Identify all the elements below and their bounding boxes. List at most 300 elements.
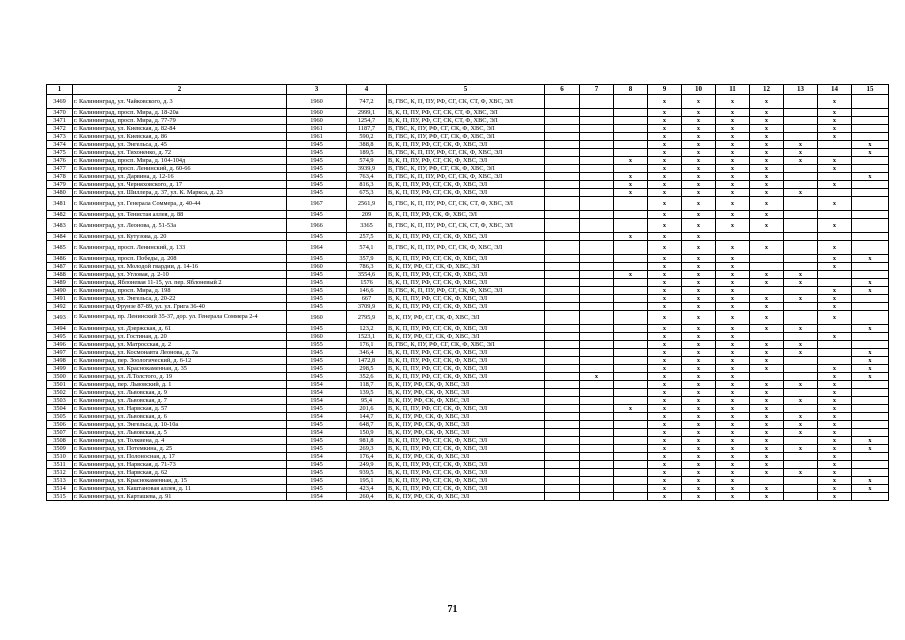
mark-cell xyxy=(614,477,648,485)
area-cell: 786,3 xyxy=(347,263,387,271)
area-cell: 189,5 xyxy=(347,149,387,157)
mark-cell xyxy=(614,485,648,493)
mark-cell xyxy=(852,165,889,173)
mark-cell: x xyxy=(818,437,852,445)
mark-cell xyxy=(818,271,852,279)
mark-cell: x xyxy=(682,141,716,149)
area-cell: 3709,9 xyxy=(347,303,387,311)
mark-cell: x xyxy=(682,381,716,389)
mark-cell xyxy=(614,381,648,389)
column-header: 2 xyxy=(73,85,287,95)
row-id-cell: 3503 xyxy=(47,397,73,405)
mark-cell: x xyxy=(682,279,716,287)
mark-cell: x xyxy=(818,219,852,233)
mark-cell xyxy=(852,117,889,125)
row-id-cell: 3510 xyxy=(47,453,73,461)
address-cell: г. Калининград, просп. Ленинский, д. 60-66 xyxy=(73,165,287,173)
address-cell: г. Калининград, ул. Молодой гвардии, д. 14-16 xyxy=(73,263,287,271)
mark-cell: x xyxy=(648,255,682,263)
year-cell: 1960 xyxy=(287,263,347,271)
mark-cell xyxy=(545,311,580,325)
mark-cell: x xyxy=(716,485,750,493)
mark-cell xyxy=(784,485,818,493)
area-cell: 1576 xyxy=(347,279,387,287)
mark-cell xyxy=(545,349,580,357)
mark-cell xyxy=(818,149,852,157)
mark-cell xyxy=(784,255,818,263)
row-id-cell: 3515 xyxy=(47,493,73,501)
year-cell: 1954 xyxy=(287,381,347,389)
year-cell: 1945 xyxy=(287,211,347,219)
mark-cell: x xyxy=(750,311,784,325)
mark-cell: x xyxy=(852,357,889,365)
mark-cell: x xyxy=(716,429,750,437)
mark-cell: x xyxy=(750,357,784,365)
address-cell: г. Калининград, ул. Толкиена, д. 4 xyxy=(73,437,287,445)
mark-cell xyxy=(716,233,750,241)
row-id-cell: 3476 xyxy=(47,157,73,165)
mark-cell xyxy=(614,493,648,501)
mark-cell: x xyxy=(818,493,852,501)
mark-cell: x xyxy=(852,373,889,381)
row-id-cell: 3477 xyxy=(47,165,73,173)
mark-cell: x xyxy=(682,117,716,125)
mark-cell: x xyxy=(852,173,889,181)
mark-cell xyxy=(852,181,889,189)
mark-cell xyxy=(852,197,889,211)
mark-cell xyxy=(852,109,889,117)
table-row xyxy=(47,493,889,501)
mark-cell: x xyxy=(818,109,852,117)
year-cell: 1945 xyxy=(287,485,347,493)
mark-cell xyxy=(852,461,889,469)
mark-cell xyxy=(545,333,580,341)
row-id-cell: 3472 xyxy=(47,125,73,133)
area-cell: 747,2 xyxy=(347,95,387,109)
mark-cell xyxy=(614,149,648,157)
mark-cell xyxy=(545,295,580,303)
area-cell: 298,5 xyxy=(347,365,387,373)
table-row xyxy=(47,437,889,445)
address-cell: г. Калининград, ул. Львовская, д. 7 xyxy=(73,397,287,405)
mark-cell xyxy=(784,389,818,397)
mark-cell: x xyxy=(750,241,784,255)
mark-cell: x xyxy=(750,429,784,437)
mark-cell: x xyxy=(716,357,750,365)
mark-cell xyxy=(818,189,852,197)
services-cell: В, ГВС, К, ПУ, РФ, СГ, СК, Ф, ХВС, ЭЛ xyxy=(387,341,545,349)
mark-cell: x xyxy=(716,117,750,125)
mark-cell: x xyxy=(648,95,682,109)
mark-cell: x xyxy=(648,181,682,189)
mark-cell: x xyxy=(818,477,852,485)
mark-cell: x xyxy=(716,109,750,117)
row-id-cell: 3501 xyxy=(47,381,73,389)
services-cell: В, К, П, ПУ, РФ, СГ, СК, Ф, ХВС, ЭЛ xyxy=(387,477,545,485)
area-cell: 3554,6 xyxy=(347,271,387,279)
mark-cell xyxy=(580,219,614,233)
mark-cell xyxy=(545,211,580,219)
mark-cell: x xyxy=(682,219,716,233)
services-cell: В, ГВС, К, ПУ, РФ, СГ, СК, Ф, ХВС, ЭЛ xyxy=(387,165,545,173)
row-id-cell: 3471 xyxy=(47,117,73,125)
mark-cell: x xyxy=(648,173,682,181)
mark-cell: x xyxy=(648,197,682,211)
services-cell: В, К, П, ПУ, РФ, СГ, СК, СТ, Ф, ХВС, ЭЛ xyxy=(387,117,545,125)
services-cell: В, ГВС, К, П, ПУ, РФ, СГ, СК, СТ, Ф, ХВС, ЭЛ xyxy=(387,219,545,233)
mark-cell: x xyxy=(750,271,784,279)
mark-cell: x xyxy=(750,279,784,287)
mark-cell xyxy=(784,333,818,341)
mark-cell xyxy=(614,437,648,445)
mark-cell: x xyxy=(852,477,889,485)
mark-cell: x xyxy=(716,311,750,325)
address-cell: г. Калининград, ул. Нарвская, д. 71-73 xyxy=(73,461,287,469)
mark-cell: x xyxy=(852,255,889,263)
mark-cell: x xyxy=(648,413,682,421)
mark-cell: x xyxy=(818,413,852,421)
services-cell: В, К, П, ПУ, РФ, СГ, СК, Ф, ХВС, ЭЛ xyxy=(387,365,545,373)
mark-cell xyxy=(580,485,614,493)
table-row xyxy=(47,357,889,365)
mark-cell: x xyxy=(614,181,648,189)
mark-cell: x xyxy=(648,117,682,125)
mark-cell xyxy=(852,241,889,255)
address-cell: г. Калининград, ул. Львовская, д. 9 xyxy=(73,389,287,397)
address-cell: г. Калининград, пер. Львовский, д. 1 xyxy=(73,381,287,389)
mark-cell: x xyxy=(716,95,750,109)
mark-cell xyxy=(580,279,614,287)
row-id-cell: 3480 xyxy=(47,189,73,197)
area-cell: 816,3 xyxy=(347,181,387,189)
mark-cell: x xyxy=(716,413,750,421)
mark-cell: x xyxy=(682,341,716,349)
mark-cell: x xyxy=(750,303,784,311)
mark-cell xyxy=(818,341,852,349)
mark-cell: x xyxy=(750,437,784,445)
row-id-cell: 3512 xyxy=(47,469,73,477)
area-cell: 95,4 xyxy=(347,397,387,405)
table-row xyxy=(47,95,889,109)
mark-cell: x xyxy=(682,255,716,263)
table-body xyxy=(47,95,889,501)
row-id-cell: 3475 xyxy=(47,149,73,157)
area-cell: 590,2 xyxy=(347,133,387,141)
mark-cell xyxy=(580,349,614,357)
mark-cell xyxy=(614,349,648,357)
mark-cell xyxy=(784,109,818,117)
mark-cell xyxy=(545,325,580,333)
mark-cell: x xyxy=(648,461,682,469)
services-cell: В, К, П, ПУ, РФ, СГ, СК, Ф, ХВС, ЭЛ xyxy=(387,469,545,477)
address-cell: г. Калининград, ул. Кутузова, д. 20 xyxy=(73,233,287,241)
table-row xyxy=(47,125,889,133)
mark-cell xyxy=(580,233,614,241)
mark-cell xyxy=(852,157,889,165)
mark-cell: x xyxy=(614,189,648,197)
mark-cell: x xyxy=(750,493,784,501)
address-cell: г. Калининград, просп. Мира, д. 198 xyxy=(73,287,287,295)
mark-cell: x xyxy=(750,397,784,405)
mark-cell: x xyxy=(682,95,716,109)
mark-cell xyxy=(614,303,648,311)
mark-cell: x xyxy=(818,469,852,477)
mark-cell xyxy=(614,461,648,469)
mark-cell: x xyxy=(784,349,818,357)
area-cell: 146,6 xyxy=(347,287,387,295)
mark-cell: x xyxy=(682,271,716,279)
mark-cell xyxy=(614,197,648,211)
area-cell: 1523,1 xyxy=(347,333,387,341)
mark-cell: x xyxy=(750,413,784,421)
mark-cell xyxy=(580,263,614,271)
mark-cell xyxy=(580,295,614,303)
mark-cell: x xyxy=(716,133,750,141)
mark-cell xyxy=(852,211,889,219)
mark-cell: x xyxy=(750,165,784,173)
mark-cell: x xyxy=(716,405,750,413)
mark-cell xyxy=(580,303,614,311)
mark-cell xyxy=(545,413,580,421)
mark-cell: x xyxy=(818,421,852,429)
year-cell: 1945 xyxy=(287,287,347,295)
address-cell: г. Калининград, ул. Львовская, д. 6 xyxy=(73,413,287,421)
address-cell: г. Калининград, ул. Космонавта Леонова, д. 7а xyxy=(73,349,287,357)
services-cell: В, К, П, ПУ, РФ, СГ, СК, Ф, ХВС, ЭЛ xyxy=(387,189,545,197)
mark-cell xyxy=(784,125,818,133)
mark-cell: x xyxy=(852,287,889,295)
table-row xyxy=(47,197,889,211)
mark-cell: x xyxy=(750,117,784,125)
services-cell: В, К, ПУ, РФ, СГ, СК, Ф, ХВС, ЭЛ xyxy=(387,333,545,341)
mark-cell xyxy=(545,141,580,149)
services-cell: В, К, П, ПУ, РФ, СГ, СК, Ф, ХВС, ЭЛ xyxy=(387,255,545,263)
mark-cell xyxy=(580,125,614,133)
page-number: 71 xyxy=(447,604,458,615)
services-cell: В, К, П, ПУ, РФ, СГ, СК, Ф, ХВС, ЭЛ xyxy=(387,357,545,365)
mark-cell: x xyxy=(818,389,852,397)
table-row xyxy=(47,189,889,197)
area-cell: 667 xyxy=(347,295,387,303)
table-row xyxy=(47,373,889,381)
table-row xyxy=(47,233,889,241)
mark-cell xyxy=(545,241,580,255)
year-cell: 1960 xyxy=(287,333,347,341)
mark-cell xyxy=(580,413,614,421)
address-cell: г. Калининград, ул. Дарвина, д. 12-16 xyxy=(73,173,287,181)
mark-cell: x xyxy=(648,381,682,389)
mark-cell: x xyxy=(682,429,716,437)
year-cell: 1954 xyxy=(287,389,347,397)
row-id-cell: 3488 xyxy=(47,271,73,279)
column-header: 8 xyxy=(614,85,648,95)
mark-cell: x xyxy=(682,287,716,295)
mark-cell xyxy=(545,397,580,405)
mark-cell: x xyxy=(648,109,682,117)
row-id-cell: 3479 xyxy=(47,181,73,189)
mark-cell: x xyxy=(750,141,784,149)
mark-cell: x xyxy=(682,173,716,181)
mark-cell: x xyxy=(716,271,750,279)
mark-cell xyxy=(545,303,580,311)
mark-cell: x xyxy=(648,141,682,149)
mark-cell: x xyxy=(750,95,784,109)
mark-cell: x xyxy=(716,263,750,271)
mark-cell xyxy=(545,357,580,365)
mark-cell: x xyxy=(818,157,852,165)
mark-cell: x xyxy=(648,233,682,241)
mark-cell: x xyxy=(716,303,750,311)
mark-cell: x xyxy=(682,333,716,341)
mark-cell xyxy=(750,333,784,341)
mark-cell xyxy=(614,165,648,173)
area-cell: 346,4 xyxy=(347,349,387,357)
services-cell: В, К, П, ПУ, РФ, СГ, СК, Ф, ХВС, ЭЛ xyxy=(387,437,545,445)
table-row xyxy=(47,279,889,287)
year-cell: 1964 xyxy=(287,241,347,255)
mark-cell: x xyxy=(784,445,818,453)
mark-cell: x xyxy=(682,437,716,445)
services-cell: В, К, ПУ, РФ, СК, Ф, ХВС, ЭЛ xyxy=(387,429,545,437)
mark-cell xyxy=(614,295,648,303)
services-cell: В, ГВС, К, ПУ, РФ, СГ, СК, Ф, ХВС, ЭЛ xyxy=(387,133,545,141)
mark-cell: x xyxy=(716,181,750,189)
address-cell: г. Калининград, просп. Мира, д. 77-79 xyxy=(73,117,287,125)
mark-cell xyxy=(580,197,614,211)
mark-cell xyxy=(580,109,614,117)
mark-cell xyxy=(614,453,648,461)
address-cell: г. Калининград, пр. Ленинский 35-37, дор. ул. Генерала Соммера 2-4 xyxy=(73,311,287,325)
address-cell: г. Калининград, ул. Нарвская, д. 57 xyxy=(73,405,287,413)
mark-cell xyxy=(545,405,580,413)
year-cell: 1955 xyxy=(287,341,347,349)
mark-cell: x xyxy=(614,271,648,279)
mark-cell xyxy=(852,421,889,429)
mark-cell: x xyxy=(818,255,852,263)
area-cell: 176,4 xyxy=(347,453,387,461)
year-cell: 1945 xyxy=(287,181,347,189)
mark-cell: x xyxy=(784,429,818,437)
area-cell: 3365 xyxy=(347,219,387,233)
services-cell: В, К, ПУ, РФ, СК, Ф, ХВС, ЭЛ xyxy=(387,397,545,405)
mark-cell: x xyxy=(716,157,750,165)
mark-cell: x xyxy=(682,485,716,493)
services-cell: В, ГВС, К, П, ПУ, РФ, СГ, СК, Ф, ХВС, ЭЛ xyxy=(387,241,545,255)
mark-cell xyxy=(545,219,580,233)
services-cell: В, К, ПУ, РФ, СК, Ф, ХВС, ЭЛ xyxy=(387,389,545,397)
table-row xyxy=(47,263,889,271)
mark-cell: x xyxy=(818,365,852,373)
mark-cell: x xyxy=(750,149,784,157)
mark-cell xyxy=(580,149,614,157)
mark-cell: x xyxy=(818,133,852,141)
mark-cell xyxy=(784,117,818,125)
mark-cell xyxy=(545,477,580,485)
year-cell: 1961 xyxy=(287,133,347,141)
mark-cell: x xyxy=(716,341,750,349)
column-header: 12 xyxy=(750,85,784,95)
column-header: 13 xyxy=(784,85,818,95)
address-cell: г. Калининград, ул. Черняховского, д. 17 xyxy=(73,181,287,189)
mark-cell: x xyxy=(818,485,852,493)
mark-cell: x xyxy=(648,477,682,485)
mark-cell xyxy=(580,437,614,445)
mark-cell: x xyxy=(648,493,682,501)
area-cell: 2795,9 xyxy=(347,311,387,325)
mark-cell xyxy=(852,303,889,311)
area-cell: 118,7 xyxy=(347,381,387,389)
row-id-cell: 3514 xyxy=(47,485,73,493)
address-cell: г. Калининград Фрунзе 87-89, ул. ул. Грига 36-40 xyxy=(73,303,287,311)
mark-cell: x xyxy=(750,181,784,189)
area-cell: 939,5 xyxy=(347,469,387,477)
year-cell: 1945 xyxy=(287,421,347,429)
mark-cell: x xyxy=(682,181,716,189)
address-cell: г. Калининград, просп. Мира, д. 104-104д xyxy=(73,157,287,165)
row-id-cell: 3469 xyxy=(47,95,73,109)
area-cell: 201,6 xyxy=(347,405,387,413)
mark-cell xyxy=(784,165,818,173)
services-cell: В, ГВС, К, П, ПУ, РФ, СГ, СК, СТ, Ф, ХВС, ЭЛ xyxy=(387,197,545,211)
year-cell: 1945 xyxy=(287,357,347,365)
mark-cell xyxy=(818,357,852,365)
mark-cell: x xyxy=(682,295,716,303)
mark-cell: x xyxy=(648,325,682,333)
mark-cell: x xyxy=(716,287,750,295)
column-header: 6 xyxy=(545,85,580,95)
mark-cell xyxy=(614,397,648,405)
table-row xyxy=(47,271,889,279)
mark-cell: x xyxy=(648,219,682,233)
mark-cell: x xyxy=(716,349,750,357)
services-cell: В, К, П, ПУ, РФ, СГ, СК, Ф, ХВС, ЭЛ xyxy=(387,405,545,413)
area-cell: 269,3 xyxy=(347,445,387,453)
row-id-cell: 3486 xyxy=(47,255,73,263)
table-row xyxy=(47,397,889,405)
mark-cell: x xyxy=(648,405,682,413)
address-cell: г. Калининград, ул. Л.Толстого, д. 19 xyxy=(73,373,287,381)
address-cell: г. Калининград, ул. Генерала Соммера, д. 40-44 xyxy=(73,197,287,211)
mark-cell: x xyxy=(818,165,852,173)
table-row xyxy=(47,333,889,341)
row-id-cell: 3493 xyxy=(47,311,73,325)
mark-cell xyxy=(580,325,614,333)
mark-cell xyxy=(614,445,648,453)
services-cell: В, К, П, ПУ, РФ, СГ, СК, Ф, ХВС, ЭЛ xyxy=(387,373,545,381)
mark-cell: x xyxy=(716,373,750,381)
mark-cell: x xyxy=(750,453,784,461)
area-cell: 352,6 xyxy=(347,373,387,381)
mark-cell: x xyxy=(716,241,750,255)
address-cell: г. Калининград, ул. Дзержская, д. 61 xyxy=(73,325,287,333)
mark-cell xyxy=(614,141,648,149)
year-cell: 1945 xyxy=(287,461,347,469)
mark-cell xyxy=(545,165,580,173)
year-cell: 1945 xyxy=(287,255,347,263)
table-row xyxy=(47,133,889,141)
column-header: 7 xyxy=(580,85,614,95)
table-row xyxy=(47,287,889,295)
mark-cell: x xyxy=(648,133,682,141)
mark-cell xyxy=(614,241,648,255)
year-cell: 1945 xyxy=(287,303,347,311)
mark-cell: x xyxy=(648,349,682,357)
mark-cell: x xyxy=(682,241,716,255)
mark-cell: x xyxy=(852,485,889,493)
mark-cell: x xyxy=(614,233,648,241)
table-row xyxy=(47,477,889,485)
services-cell: В, К, ПУ, РФ, СК, Ф, ХВС, ЭЛ xyxy=(387,421,545,429)
